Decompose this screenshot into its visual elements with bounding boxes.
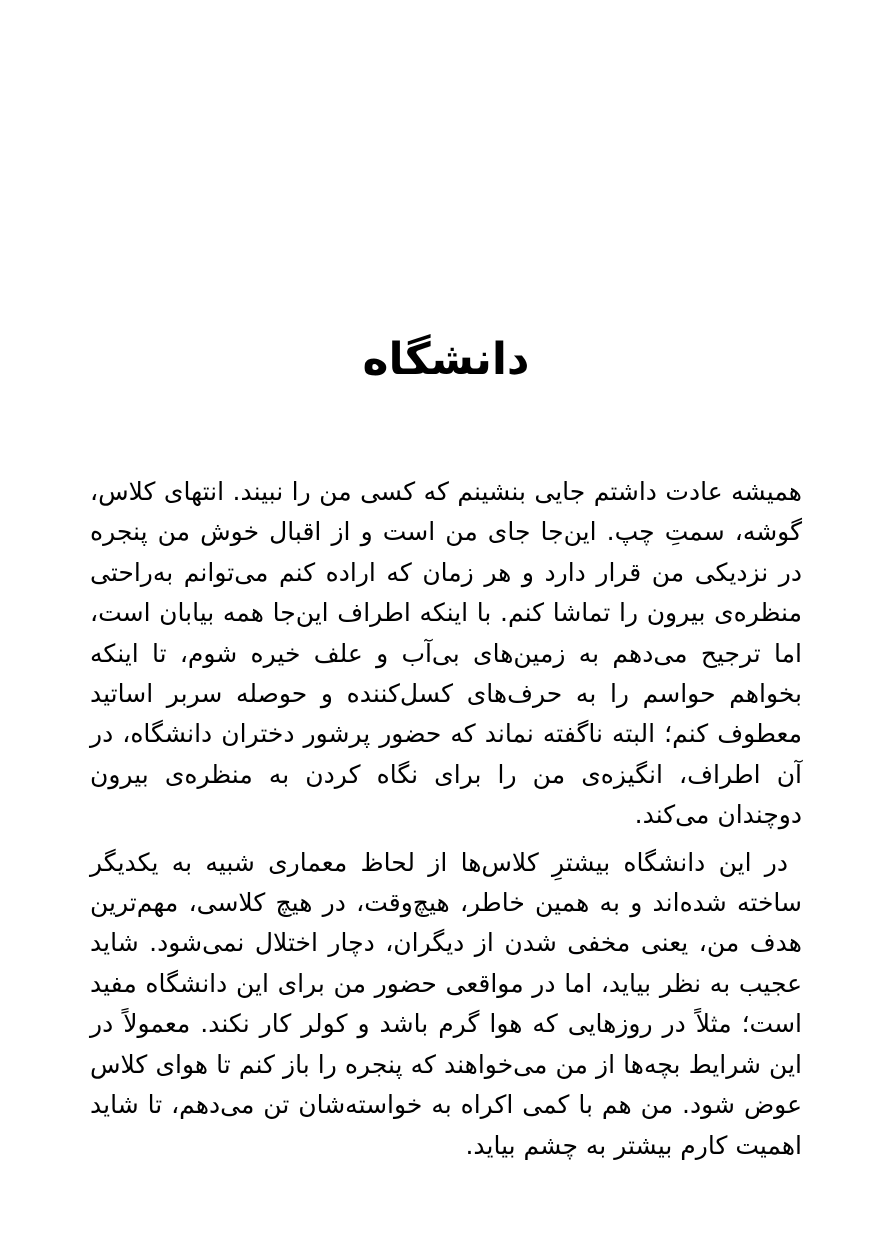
chapter-title: دانشگاه — [362, 334, 530, 385]
paragraph-2: در این دانشگاه بیشترِ کلاس‌ها از لحاظ معماری شبیه به یکدیگر ساخته شده‌اند و به همین خاطر، هیچ‌وقت، در هیچ کلاسی، مهم‌ترین هدف من، یعنی مخفی شدن از دیگران، دچار اختلال نمی‌شود. شاید عجیب به نظر بیاید، اما در مواقعی حضور من برای این دانشگاه مفید است؛ مثلاً در روزهایی که هوا گرم باشد و کولر کار نکند. معمولاً در این شرایط بچه‌ها از من می‌خواهند که پنجره را باز کنم تا هوای کلاس عوض شود. من هم با کمی اکراه به خواسته‌شان تن می‌دهم، تا شاید اهمیت کارم بیشتر به چشم بیاید. — [90, 847, 802, 1160]
paragraph-1: همیشه عادت داشتم جایی بنشینم که کسی من را نبیند. انتهای کلاس، گوشه، سمتِ چپ. این‌جا جای من است و از اقبال خوش من پنجره در نزدیکی من قرار دارد و هر زمان که اراده کنم می‌توانم به‌راحتی منظره‌ی بیرون را تماشا کنم. با اینکه اطراف این‌جا همه بیابان است، اما ترجیح می‌دهم به زمین‌های بی‌آب و علف خیره شوم، تا اینکه بخواهم حواسم را به حرف‌های کسل‌کننده و حوصله سربر اساتید معطوف کنم؛ البته ناگفته نماند که حضور پرشور دختران دانشگاه، در آن اطراف، انگیزه‌ی من را برای نگاه کردن به منظره‌ی بیرون دوچندان می‌کند. — [90, 477, 802, 830]
body-text — [90, 472, 802, 1166]
